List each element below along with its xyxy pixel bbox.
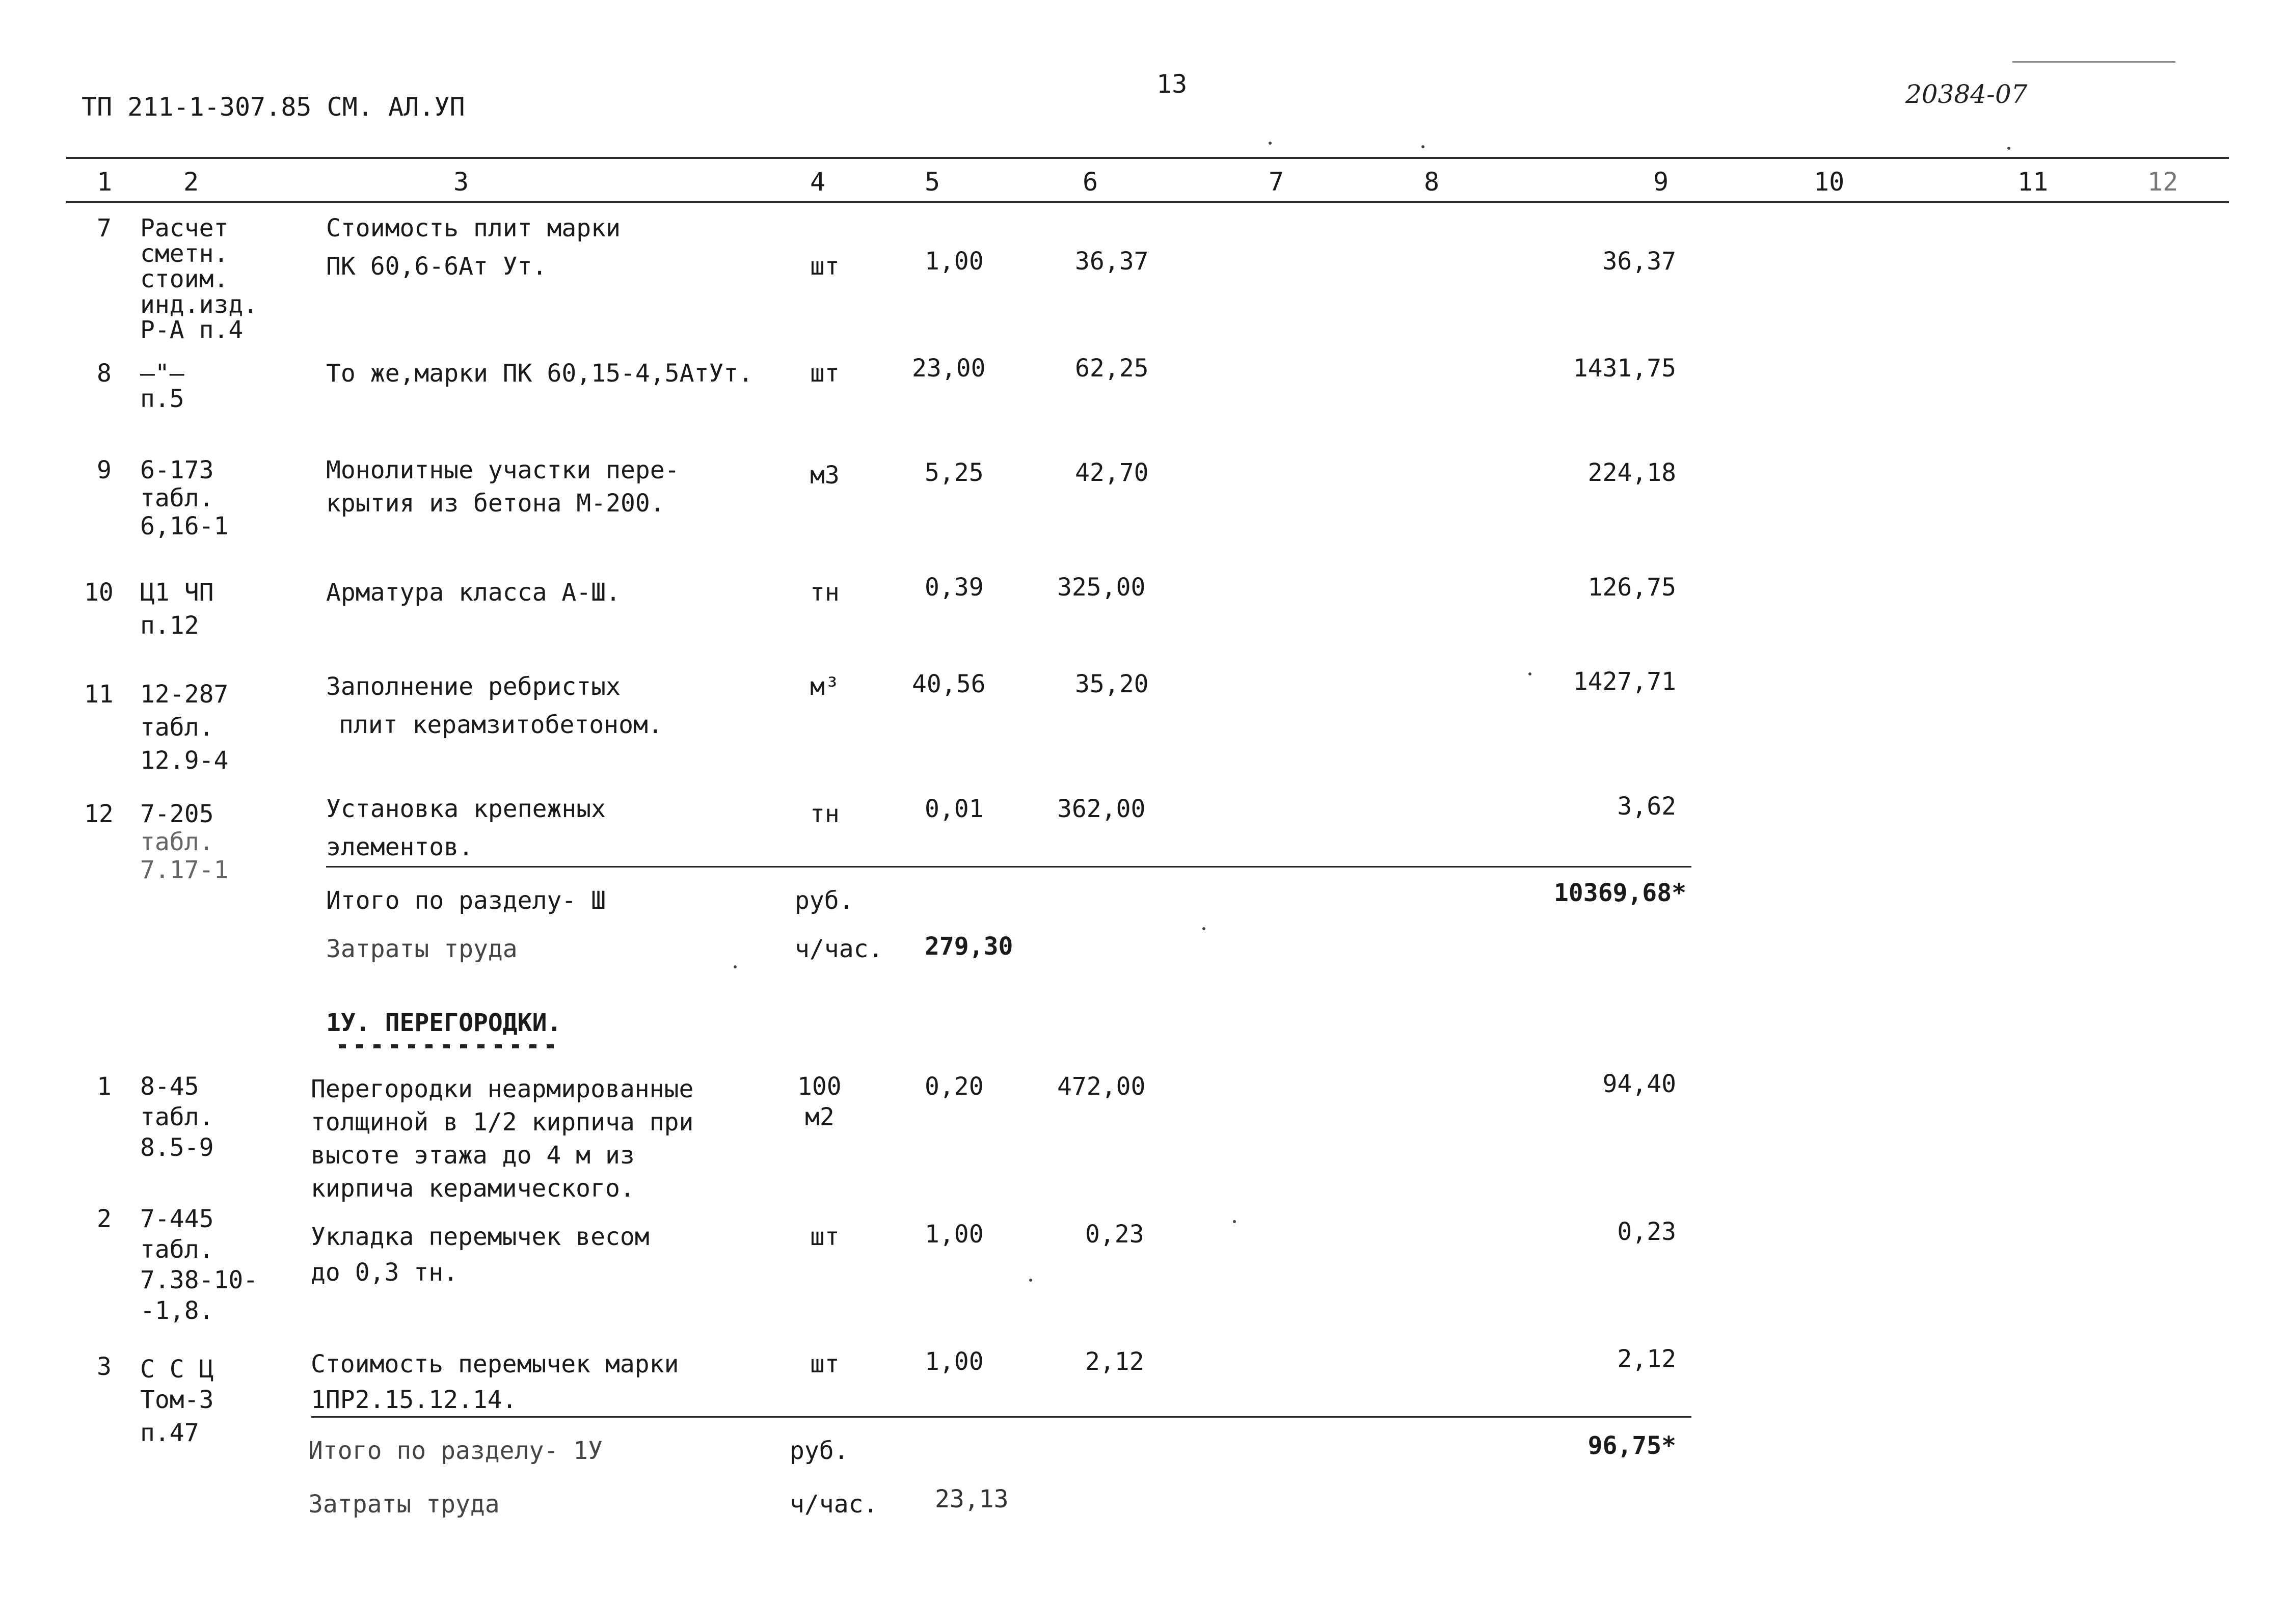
unit: шт: [810, 1223, 840, 1251]
labor-cost-value: 279,30: [925, 932, 1013, 961]
basis-line: табл.: [140, 1103, 214, 1131]
unit-price: 325,00: [1057, 573, 1146, 602]
item-name-line: Стоимость плит марки: [326, 214, 621, 242]
item-name-line: Установка крепежных: [326, 795, 606, 823]
labor-cost-unit: ч/час.: [795, 935, 883, 963]
col-header-6: 6: [1083, 167, 1098, 197]
scan-speck: [734, 965, 737, 968]
labor-cost-label: Затраты труда: [308, 1490, 500, 1519]
item-name-line: высоте этажа до 4 м из: [311, 1141, 635, 1170]
col-header-9: 9: [1653, 167, 1669, 197]
total-cost: 1431,75: [1573, 354, 1676, 383]
section-summary-rule: [311, 1416, 1691, 1418]
quantity: 5,25: [925, 458, 984, 487]
basis-line: п.12: [140, 611, 199, 640]
basis-line: 8-45: [140, 1072, 199, 1101]
total-cost: 1427,71: [1573, 667, 1676, 696]
basis-line: Расчет: [140, 214, 229, 242]
basis-line: табл.: [140, 484, 214, 512]
heading-underline: [339, 1044, 558, 1048]
col-header-8: 8: [1424, 167, 1440, 197]
total-cost: 3,62: [1617, 792, 1676, 821]
scan-speck: [1029, 1279, 1032, 1282]
header-bottom-rule: [66, 201, 2229, 203]
item-name-line: Монолитные участки пере-: [326, 456, 680, 484]
item-name-line: плит керамзитобетоном.: [339, 711, 663, 739]
unit: шт: [810, 1350, 840, 1378]
col-header-2: 2: [183, 167, 199, 197]
row-number: 3: [97, 1352, 112, 1381]
quantity: 23,00: [912, 354, 986, 383]
basis-line: 7.17-1: [140, 856, 229, 884]
quantity: 1,00: [925, 1220, 984, 1249]
basis-line: табл.: [140, 713, 214, 742]
col-header-4: 4: [810, 167, 826, 197]
unit-price: 62,25: [1075, 354, 1149, 383]
item-name-line: элементов.: [326, 833, 473, 861]
item-name-line: кирпича керамического.: [311, 1174, 635, 1203]
item-name-line: до 0,3 тн.: [311, 1258, 458, 1287]
basis-line: стоим.: [140, 265, 229, 293]
section-total-label: Итого по разделу- Ш: [326, 886, 606, 915]
unit: м3: [810, 461, 840, 490]
total-cost: 0,23: [1617, 1217, 1676, 1246]
labor-cost-value: 23,13: [935, 1485, 1009, 1513]
row-number: 9: [97, 456, 112, 484]
unit-price: 2,12: [1085, 1347, 1144, 1376]
item-name-line: Укладка перемычек весом: [311, 1223, 650, 1251]
basis-line: инд.изд.: [140, 290, 258, 319]
unit: тн: [810, 578, 840, 607]
unit-price: 42,70: [1075, 458, 1149, 487]
total-cost: 94,40: [1602, 1070, 1676, 1098]
item-name-line: Стоимость перемычек марки: [311, 1350, 679, 1378]
quantity: 0,01: [925, 795, 984, 823]
scan-speck: [1269, 142, 1272, 145]
col-header-5: 5: [925, 167, 940, 197]
section-total-unit: руб.: [790, 1437, 849, 1465]
row-number: 2: [97, 1205, 112, 1233]
unit-price: 472,00: [1057, 1072, 1146, 1101]
scan-speck: [1233, 1220, 1236, 1223]
item-name-line: толщиной в 1/2 кирпича при: [311, 1108, 694, 1136]
col-header-1: 1: [97, 167, 113, 197]
scan-speck: [1528, 672, 1531, 675]
basis-line: п.5: [140, 385, 184, 413]
item-name-line: ПК 60,6-6Ат Ут.: [326, 252, 547, 281]
top-scribble-line: [2012, 61, 2175, 63]
basis-line: С С Ц: [140, 1355, 214, 1384]
unit-price: 35,20: [1075, 670, 1149, 698]
section-total-label: Итого по разделу- 1У: [308, 1437, 603, 1465]
col-header-10: 10: [1814, 167, 1845, 197]
basis-line: —"—: [140, 359, 184, 388]
header-top-rule: [66, 157, 2229, 159]
unit: шт: [810, 252, 840, 281]
basis-line: 12-287: [140, 680, 229, 709]
row-number: 8: [97, 359, 112, 388]
basis-line: Ц1 ЧП: [140, 578, 214, 607]
item-name-line: 1ПР2.15.12.14.: [311, 1386, 517, 1414]
quantity: 0,39: [925, 573, 984, 602]
section-heading: 1У. ПЕРЕГОРОДКИ.: [326, 1009, 562, 1037]
row-number: 10: [84, 578, 114, 607]
basis-line: 8.5-9: [140, 1133, 214, 1162]
basis-line: 7-205: [140, 800, 214, 828]
handwritten-reference: 20384-07: [1905, 79, 2028, 109]
item-name-line: крытия из бетона М-200.: [326, 489, 665, 518]
unit-price: 36,37: [1075, 247, 1149, 276]
basis-line: п.47: [140, 1419, 199, 1447]
page-number: 13: [1156, 69, 1188, 99]
basis-line: 7.38-10-: [140, 1266, 258, 1294]
quantity: 1,00: [925, 247, 984, 276]
quantity: 1,00: [925, 1347, 984, 1376]
row-number: 1: [97, 1072, 112, 1101]
basis-line: табл.: [140, 828, 214, 856]
basis-line: табл.: [140, 1235, 214, 1264]
unit: 100: [797, 1072, 842, 1101]
basis-line: 6,16-1: [140, 512, 229, 540]
basis-line: 7-445: [140, 1205, 214, 1233]
item-name-line: Перегородки неармированные: [311, 1075, 694, 1103]
total-cost: 224,18: [1588, 458, 1676, 487]
section-total-value: 96,75*: [1588, 1431, 1676, 1460]
section-summary-rule: [326, 866, 1691, 868]
quantity: 0,20: [925, 1072, 984, 1101]
unit: тн: [810, 800, 840, 828]
scan-speck: [1202, 927, 1205, 930]
basis-line: сметн.: [140, 239, 229, 268]
col-header-12: 12: [2147, 167, 2178, 197]
basis-line: Р-А п.4: [140, 316, 244, 344]
unit: м2: [805, 1103, 835, 1131]
basis-line: Том-3: [140, 1386, 214, 1414]
item-name-line: Заполнение ребристых: [326, 672, 621, 701]
labor-cost-unit: ч/час.: [790, 1490, 878, 1519]
quantity: 40,56: [912, 670, 986, 698]
unit-price: 362,00: [1057, 795, 1146, 823]
row-number: 11: [84, 680, 114, 709]
col-header-3: 3: [453, 167, 469, 197]
item-name-line: То же,марки ПК 60,15-4,5АтУт.: [326, 359, 754, 388]
basis-line: 6-173: [140, 456, 214, 484]
scan-speck: [1421, 145, 1424, 148]
col-header-7: 7: [1269, 167, 1284, 197]
total-cost: 36,37: [1602, 247, 1676, 276]
total-cost: 126,75: [1588, 573, 1676, 602]
scan-speck: [2007, 147, 2010, 150]
row-number: 7: [97, 214, 112, 242]
document-code: ТП 211-1-307.85 СМ. АЛ.УП: [82, 92, 465, 122]
basis-line: 12.9-4: [140, 746, 229, 775]
unit: м³: [810, 672, 840, 701]
col-header-11: 11: [2017, 167, 2049, 197]
labor-cost-label: Затраты труда: [326, 935, 518, 963]
row-number: 12: [84, 800, 114, 828]
unit: шт: [810, 359, 840, 388]
unit-price: 0,23: [1085, 1220, 1144, 1249]
basis-line: -1,8.: [140, 1296, 214, 1325]
section-total-unit: руб.: [795, 886, 854, 915]
item-name-line: Арматура класса А-Ш.: [326, 578, 621, 607]
section-total-value: 10369,68*: [1553, 879, 1686, 907]
total-cost: 2,12: [1617, 1345, 1676, 1373]
